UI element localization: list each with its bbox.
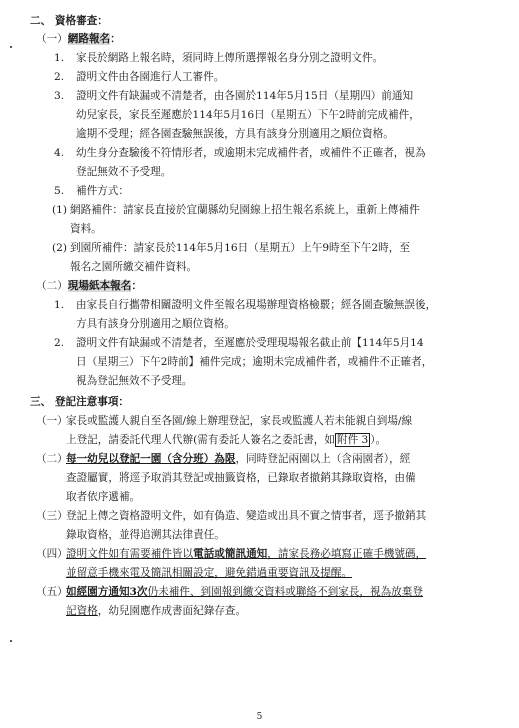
sub-item-marker: (2) — [52, 242, 68, 254]
notice-text: 並留意手機來電及簡訊相關設定，避免錯過重要資訊及提醒。 — [66, 567, 353, 579]
forfeit-text: 記資格 — [66, 605, 98, 617]
subsection-title: 網路報名 — [67, 33, 111, 45]
notice-text-part: 上登記，請委託代理人代辦(需有委託人簽名之委託書，如 — [66, 434, 335, 446]
one-kindergarten-rule: 每一幼兒以登記一園（含分班）為限 — [66, 453, 236, 465]
list-item-text: 視為登記無效不予受理。 — [76, 375, 193, 387]
list-item-text-rest: 補件完成；逾期未完成補件者，或補件不正確者， — [199, 356, 433, 368]
notice-text-part: ，同時登記兩園以上（含兩園者），經 — [235, 453, 411, 465]
list-item-number: 2. — [54, 337, 65, 349]
list-item-number: 4. — [54, 147, 65, 159]
list-item-number: 5. — [54, 185, 65, 197]
colon: ： — [110, 33, 121, 45]
list-item-text: 證明文件有缺漏或不清楚者，由各園於114年5月15日（星期四）前通知 — [76, 90, 414, 102]
margin-dot — [10, 640, 12, 642]
notice-text — [66, 585, 423, 599]
notice-text: 取者依序遞補。 — [66, 491, 141, 503]
list-item-text — [76, 355, 432, 369]
subsection-marker: （一） — [36, 33, 68, 45]
list-item-text: 方具有該身分別適用之順位資格。 — [76, 318, 235, 330]
sub-item-text: 報名之園所繳交補件資料。 — [70, 261, 198, 273]
notice-text — [66, 452, 410, 466]
notice-text — [66, 547, 426, 561]
notice-text: 查證屬實，將逕予取消其登記或抽籤資格，已錄取者撤銷其錄取資格，由備 — [66, 472, 416, 484]
list-item-number: 1. — [54, 52, 65, 64]
list-item-text: 由家長自行攜帶相關證明文件至報名現場辦理資格檢覈；經各園查驗無誤後， — [76, 299, 437, 311]
subsection-paper-heading — [36, 279, 142, 293]
notice-text — [66, 433, 386, 447]
notice-text — [66, 604, 246, 618]
subsection-title: 現場紙本報名 — [67, 280, 132, 292]
notice-text-part: 證明文件如有需要補件皆以 — [66, 548, 194, 560]
margin-dot — [10, 46, 12, 48]
list-item-text: 補件方式： — [76, 185, 129, 197]
deadline-text: 日（星期三）下午2時前】 — [76, 356, 200, 368]
sub-item-text: 到園所補件：請家長於114年5月16日（星期五）上午9時至下午2時，至 — [70, 242, 410, 254]
notice-marker: （三） — [36, 510, 68, 522]
three-notice-rule: 如經園方通知3次 — [66, 586, 148, 598]
sub-item-marker: (1) — [52, 204, 68, 216]
notice-marker: （二） — [36, 453, 68, 465]
page-number: 5 — [256, 712, 263, 722]
notice-text: 家長或監護人親自至各園/線上辦理登記，家長或監護人若未能親自到場/線 — [66, 415, 413, 427]
list-item-number: 1. — [54, 299, 65, 311]
notice-marker: （五） — [36, 586, 68, 598]
notice-text-part: 仍未補件、到園報到繳交資料或聯絡不到家長，視為放棄登 — [147, 586, 423, 598]
subsection-online-heading — [36, 32, 121, 46]
notice-text-part: ，請家長務必填寫正確手機號碼， — [267, 548, 427, 560]
notice-text: 錄取資格，並得追溯其法律責任。 — [66, 529, 225, 541]
notice-marker: （四） — [36, 548, 68, 560]
list-item-text: 幼生身分查驗後不符情形者，或逾期未完成補件者，或補件不正確者，視為 — [76, 147, 426, 159]
list-item-text: 幼兒家長，家長至遲應於114年5月16日（星期五）下午2時前完成補件， — [76, 109, 420, 121]
list-item-text: 證明文件由各園進行人工審件。 — [76, 71, 225, 83]
colon: ： — [131, 280, 142, 292]
notice-marker: （一） — [36, 415, 68, 427]
subsection-marker: （二） — [36, 280, 68, 292]
list-item-text: 登記無效不予受理。 — [76, 166, 172, 178]
list-item-text: 逾期不受理；經各園查驗無誤後，方具有該身分別適用之順位資格。 — [76, 128, 394, 140]
notice-text: 登記上傳之資格證明文件，如有偽造、變造或出具不實之情事者，逕予撤銷其 — [66, 510, 427, 522]
section-2-heading: 二、 資格審查： — [30, 15, 108, 27]
list-item-number: 2. — [54, 71, 65, 83]
notice-text-part: ）。 — [370, 434, 387, 446]
list-item-text: 證明文件有缺漏或不清楚者，至遲應於受理現場報名截止前【114年5月14 — [76, 337, 424, 349]
list-item-number: 3. — [54, 90, 65, 102]
notice-text-part: ，幼兒園應作成書面紀錄存查。 — [97, 605, 247, 617]
sub-item-text: 資料。 — [70, 223, 102, 235]
phone-sms-notice: 電話或簡訊通知 — [193, 548, 268, 560]
list-item-text: 家長於網路上報名時，須同時上傳所選擇報名身分別之證明文件。 — [76, 52, 384, 64]
attachment-reference: 附件 3 — [336, 434, 369, 446]
section-3-heading: 三、 登記注意事項： — [30, 396, 130, 408]
sub-item-text: 網路補件：請家長直接於宜蘭縣幼兒園線上招生報名系統上，重新上傳補件 — [70, 204, 420, 216]
